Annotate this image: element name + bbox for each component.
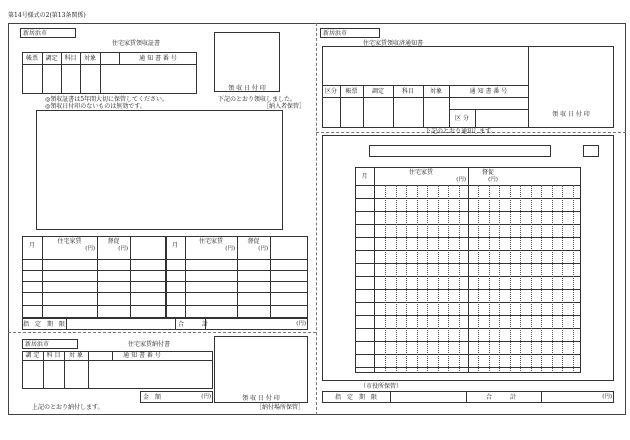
notice-small-box [583, 145, 599, 157]
receipt-col-subject: 科目 [64, 55, 77, 62]
notice-total-yen: (円) [602, 394, 612, 400]
receipt-deadline-label: 指 定 期 限 [22, 321, 65, 328]
notice-col-form: 帳票 [345, 88, 358, 95]
vertical-perforation [316, 23, 317, 415]
receipt-keep-label: ［納入者保管］ [263, 103, 306, 110]
grid-digit-line [396, 185, 397, 373]
receipt-address-window [36, 110, 283, 230]
receipt-fee-yen-1: (円) [118, 246, 128, 252]
notice-office-keep: （市役所保管） [360, 383, 403, 390]
payment-stamp-label: 領 収 日 付 印 [242, 395, 280, 402]
grid-digit-line [385, 185, 386, 373]
payment-city-box [22, 339, 78, 349]
grid-digit-line [489, 185, 490, 373]
form-number: 第14号様式の2(第13条関係) [8, 12, 86, 19]
receipt-city-box [20, 28, 76, 38]
grid-row-line [355, 198, 581, 199]
grid-row-line [355, 263, 581, 264]
grid-row-line [355, 237, 581, 238]
grid-digit-line [541, 185, 542, 373]
grid-digit-line [510, 185, 511, 373]
grid-row-line [355, 211, 581, 212]
receipt-fee-header-1: 督促 [107, 238, 120, 245]
receipt-note-invalid: ◎領収日付印のないものは無効です。 [45, 103, 146, 110]
receipt-stamp-label: 領 収 日 付 印 [228, 85, 266, 92]
payment-col-subject: 科 目 [46, 352, 61, 359]
payment-stamp-box [214, 336, 308, 403]
receipt-note-keep: ◎領収証書は5年間大切に保管してください。 [45, 96, 169, 103]
grid-row-line [355, 224, 581, 225]
receipt-fee-header-2: 督促 [247, 238, 260, 245]
receipt-rent-yen-1: (円) [85, 246, 95, 252]
grid-digit-line [520, 185, 521, 373]
receipt-col-notice-no: 通 知 書 番 号 [139, 55, 177, 62]
grid-row-line [355, 367, 581, 368]
grid-row-line [355, 315, 581, 316]
receipt-title: 住宅家賃領収証書 [112, 40, 161, 47]
payment-city: 新居浜市 [25, 341, 50, 348]
grid-row-line [355, 276, 581, 277]
grid-digit-line [478, 185, 479, 373]
notice-fee-yen: (円) [488, 177, 498, 183]
notice-col-target: 対象 [429, 88, 442, 95]
grid-digit-line [499, 185, 500, 373]
notice-col-notice-no: 通 知 書 番 号 [469, 88, 508, 95]
payment-title: 住宅家賃納付書 [128, 341, 171, 348]
notice-section-label: 区 分 [455, 115, 469, 122]
payment-paid-text: 上記のとおり納付します。 [32, 404, 104, 411]
payment-col-assessment: 調 定 [25, 352, 40, 359]
grid-digit-line [448, 185, 449, 373]
payment-amount-label: 金 額 [143, 394, 162, 401]
receipt-month-header-1: 月 [28, 242, 35, 249]
grid-row-line [355, 289, 581, 290]
notice-city: 新居浜市 [323, 30, 348, 37]
notice-fee-header: 督促 [481, 169, 494, 176]
receipt-col-target: 対象 [83, 55, 96, 62]
notice-col-assessment: 調定 [371, 88, 384, 95]
payment-col-target: 対 象 [69, 352, 83, 359]
grid-digit-line [552, 185, 553, 373]
grid-digit-line [427, 185, 428, 373]
receipt-rent-header-2: 住宅家賃 [198, 238, 223, 245]
notice-col-section: 区分 [324, 88, 337, 95]
grid-row-line [355, 341, 581, 342]
receipt-total-yen: (円) [296, 321, 306, 327]
notice-deadline-label: 指 定 期 限 [334, 394, 377, 401]
notice-name-field [369, 145, 551, 157]
grid-row-line [355, 328, 581, 329]
receipt-stamp-box [214, 32, 280, 92]
grid-digit-line [562, 185, 563, 373]
payment-amount-yen: (円) [201, 394, 211, 400]
receipt-col-form: 帳票 [25, 55, 38, 62]
notice-col-subject: 科目 [401, 88, 414, 95]
grid-digit-line [438, 185, 439, 373]
receipt-rent-header-1: 住宅家賃 [57, 238, 82, 245]
notice-rent-yen: (円) [456, 177, 466, 183]
grid-digit-line [406, 185, 407, 373]
left-horizontal-perforation [8, 332, 316, 333]
notice-month-header: 月 [361, 173, 368, 180]
payment-keep-label: ［納付場所保管］ [256, 404, 305, 411]
notice-title: 住宅家賃領収済通知書 [363, 40, 424, 47]
receipt-col-assessment: 調定 [45, 55, 58, 62]
notice-stamp-label: 領 収 日 付 印 [552, 111, 590, 118]
notice-city-box [320, 28, 380, 38]
receipt-rent-yen-2: (円) [225, 246, 235, 252]
notice-rent-header: 住宅家賃 [408, 169, 433, 176]
grid-digit-line [531, 185, 532, 373]
grid-digit-line [417, 185, 418, 373]
receipt-city: 新居浜市 [23, 30, 48, 37]
grid-row-line [355, 250, 581, 251]
receipt-fee-yen-2: (円) [258, 246, 268, 252]
receipt-total-label: 合 計 [178, 321, 209, 328]
grid-digit-line [573, 185, 574, 373]
payment-col-notice-no: 通 知 書 番 号 [123, 352, 161, 359]
grid-row-line [355, 302, 581, 303]
receipt-received-text: 下記のとおり領収しました。 [218, 96, 297, 103]
grid-digit-line [459, 185, 460, 373]
receipt-month-header-2: 月 [171, 242, 178, 249]
notice-notify-text: 下記のとおり通知します。 [425, 128, 497, 135]
grid-row-line [355, 354, 581, 355]
notice-total-label: 合 計 [486, 394, 517, 401]
